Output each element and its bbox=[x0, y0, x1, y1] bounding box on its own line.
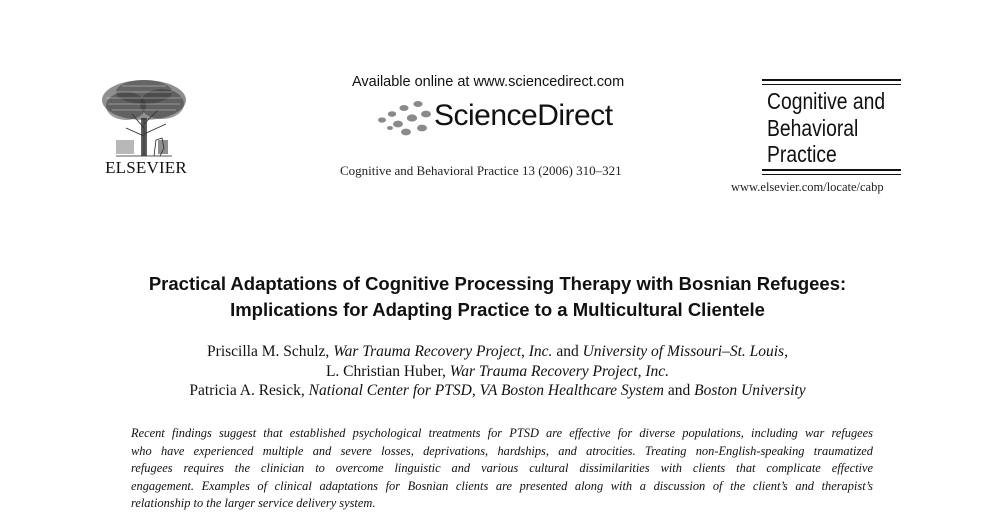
publisher-name: ELSEVIER bbox=[105, 158, 187, 177]
author-affiliation: War Trauma Recovery Project, Inc. bbox=[333, 343, 553, 360]
abstract bbox=[131, 425, 873, 513]
author-line bbox=[0, 381, 995, 401]
author-affiliation: National Center for PTSD, VA Boston Healthcare System bbox=[308, 382, 664, 399]
abstract-line: refugees requires the clinician to overcome linguistic and various cultural dissimilarities with clients that complicate effective bbox=[131, 461, 873, 476]
top-double-rule bbox=[762, 79, 901, 85]
author-name: L. Christian Huber, bbox=[325, 362, 446, 380]
affiliation-conjunction: and bbox=[667, 382, 691, 399]
author-affiliation: War Trauma Recovery Project, Inc. bbox=[449, 362, 670, 380]
bottom-double-rule bbox=[762, 169, 901, 175]
journal-citation: Cognitive and Behavioral Practice 13 (2006) 310–321 bbox=[340, 163, 622, 178]
article-title-line: Implications for Adapting Practice to a Multicultural Clientele bbox=[230, 299, 765, 320]
abstract-line: Recent findings suggest that established psychological treatments for PTSD are effective for diverse populations, including war refugees bbox=[131, 426, 873, 440]
abstract-line: relationship to the larger service delivery system. bbox=[131, 496, 376, 511]
author-name: Patricia A. Resick, bbox=[189, 382, 305, 399]
article-title bbox=[0, 271, 995, 323]
journal-title-line: Practice bbox=[767, 141, 837, 167]
sciencedirect-wordmark: ScienceDirect bbox=[434, 99, 613, 132]
abstract-line: engagement. Examples of clinical adaptations for Bosnian clients are presented along with a discussion of the client’s and therapist’s bbox=[131, 478, 873, 493]
author-name: Priscilla M. Schulz, bbox=[207, 343, 330, 360]
journal-title-line: Behavioral bbox=[767, 114, 859, 141]
affiliation-conjunction: and bbox=[556, 343, 579, 360]
journal-title-line: Cognitive and bbox=[767, 88, 886, 114]
article-title-line: Practical Adaptations of Cognitive Processing Therapy with Bosnian Refugees: bbox=[148, 273, 847, 294]
author-list bbox=[0, 342, 995, 401]
journal-title-box bbox=[762, 79, 901, 175]
journal-title bbox=[767, 88, 885, 168]
abstract-line: who have experienced multiple and severe losses, deprivations, hardships, and atrocities. Treating non-English-speaking traumatized bbox=[131, 443, 873, 458]
author-line bbox=[0, 342, 995, 362]
author-line bbox=[0, 362, 995, 382]
author-affiliation: Boston University bbox=[694, 382, 806, 399]
elsevier-tree-icon bbox=[96, 78, 192, 158]
journal-url[interactable]: www.elsevier.com/locate/cabp bbox=[731, 180, 884, 194]
available-online-text[interactable]: Available online at www.sciencedirect.com bbox=[352, 74, 625, 90]
author-affiliation: University of Missouri–St. Louis, bbox=[582, 343, 788, 360]
elsevier-logo bbox=[96, 78, 192, 158]
